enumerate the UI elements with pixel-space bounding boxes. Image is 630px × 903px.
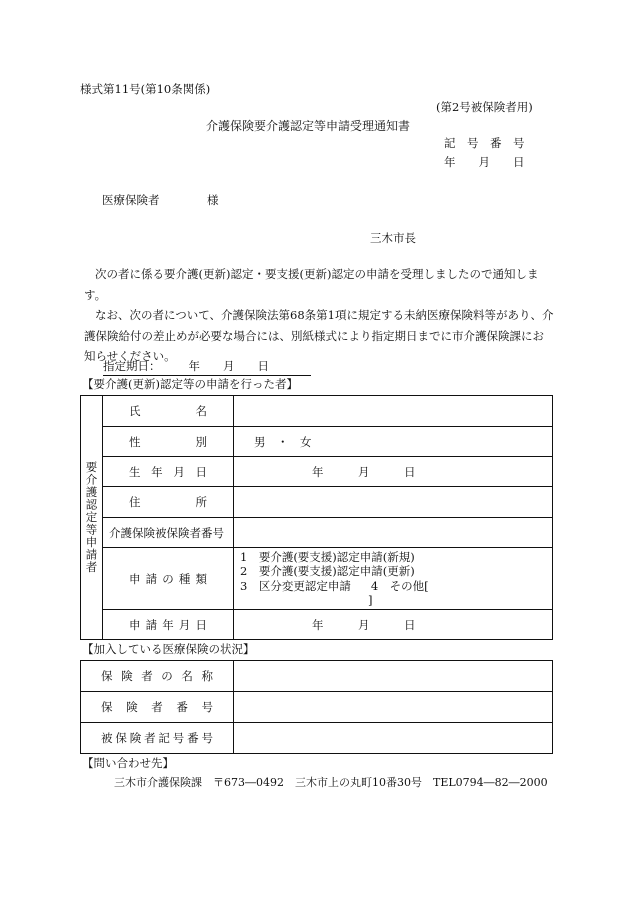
insurance-table (80, 660, 553, 754)
application-date-label-cell (103, 610, 234, 640)
application-type-label: 申請の種類 (129, 571, 207, 586)
application-type-field[interactable] (234, 548, 553, 610)
body-paragraph-2: なお、次の者について、介護保険法第68条第1項に規定する未納医療保険料等があり、介護保険給付の差止めが必要な場合には、別紙様式により指定期日までに市介護保険課にお知らせください。 (84, 308, 554, 363)
contact-info: 三木市介護保険課 〒673―0492 三木市上の丸町10番30号 TEL0794―82―2000 (114, 776, 548, 789)
application-date-field[interactable] (234, 610, 553, 640)
name-label-cell (103, 396, 234, 427)
applicant-side-label-cell (81, 396, 103, 640)
sender: 三木市長 (370, 231, 416, 245)
honorific: 様 (207, 193, 219, 207)
option-other-row (240, 579, 552, 608)
form-number: 様式第11号(第10条関係) (80, 82, 211, 96)
name-field[interactable] (234, 396, 553, 427)
insured-number-label: 介護保険被保険者番号 (109, 525, 224, 540)
option-renewal[interactable]: 2 要介護(要支援)認定申請(更新) (240, 564, 415, 578)
address-label-cell (103, 487, 234, 518)
insured-code-field[interactable] (234, 723, 553, 754)
sex-value: 男 ・ 女 (254, 434, 312, 449)
address-label: 住所 (129, 495, 207, 509)
insurer-number-field[interactable] (234, 692, 553, 723)
due-date-value: 年 月 日 (188, 359, 269, 373)
option-other[interactable]: 4 その他[ (370, 578, 429, 593)
application-date-label: 申請年月日 (129, 617, 207, 632)
contact-heading: 【問い合わせ先】 (82, 756, 174, 770)
body-paragraph-1: 次の者に係る要介護(更新)認定・要支援(更新)認定の申請を受理しましたので通知します。 (84, 267, 539, 302)
option-new[interactable]: 1 要介護(要支援)認定申請(新規) (240, 549, 415, 564)
page-title: 介護保険要介護認定等申請受理通知書 (206, 119, 411, 133)
birth-value: 年 月 日 (312, 464, 416, 479)
header-date: 年 月 日 (444, 155, 525, 169)
application-date-value: 年 月 日 (312, 617, 416, 632)
insurer-recipient: 医療保険者 (102, 193, 160, 207)
option-category-change[interactable]: 3 区分変更認定申請 (240, 578, 351, 593)
applicant-side-label: 要介護認定等申請者 (84, 461, 99, 574)
insured-code-label: 被保険者記号番号 (101, 731, 213, 745)
address-field[interactable] (234, 487, 553, 518)
code-number-label: 記 号 番 号 (444, 136, 525, 150)
application-type-label-cell (103, 548, 234, 610)
sex-field[interactable] (234, 427, 553, 457)
option-other-close: ] (368, 593, 373, 607)
due-date (103, 361, 311, 376)
insurance-heading: 【加入している医療保険の状況】 (82, 642, 255, 656)
birth-field[interactable] (234, 457, 553, 487)
applicant-table (80, 395, 553, 640)
insurer-name-label-cell (81, 661, 234, 692)
insured-number-field[interactable] (234, 518, 553, 548)
sex-label: 性別 (129, 434, 207, 449)
insurer-number-label-cell (81, 692, 234, 723)
insurer-name-field[interactable] (234, 661, 553, 692)
sex-label-cell (103, 427, 234, 457)
insured-code-label-cell (81, 723, 234, 754)
due-date-label: 指定期日： (103, 359, 161, 373)
insured-number-label-cell (103, 518, 234, 548)
insurer-name-label: 保険者の名称 (101, 669, 213, 683)
birth-label: 生年月日 (129, 464, 207, 479)
name-label: 氏名 (129, 404, 207, 418)
insurer-number-label: 保険者番号 (101, 700, 213, 714)
birth-label-cell (103, 457, 234, 487)
insured-type: (第2号被保険者用) (436, 100, 533, 114)
applicant-heading: 【要介護(更新)認定等の申請を行った者】 (82, 377, 298, 391)
